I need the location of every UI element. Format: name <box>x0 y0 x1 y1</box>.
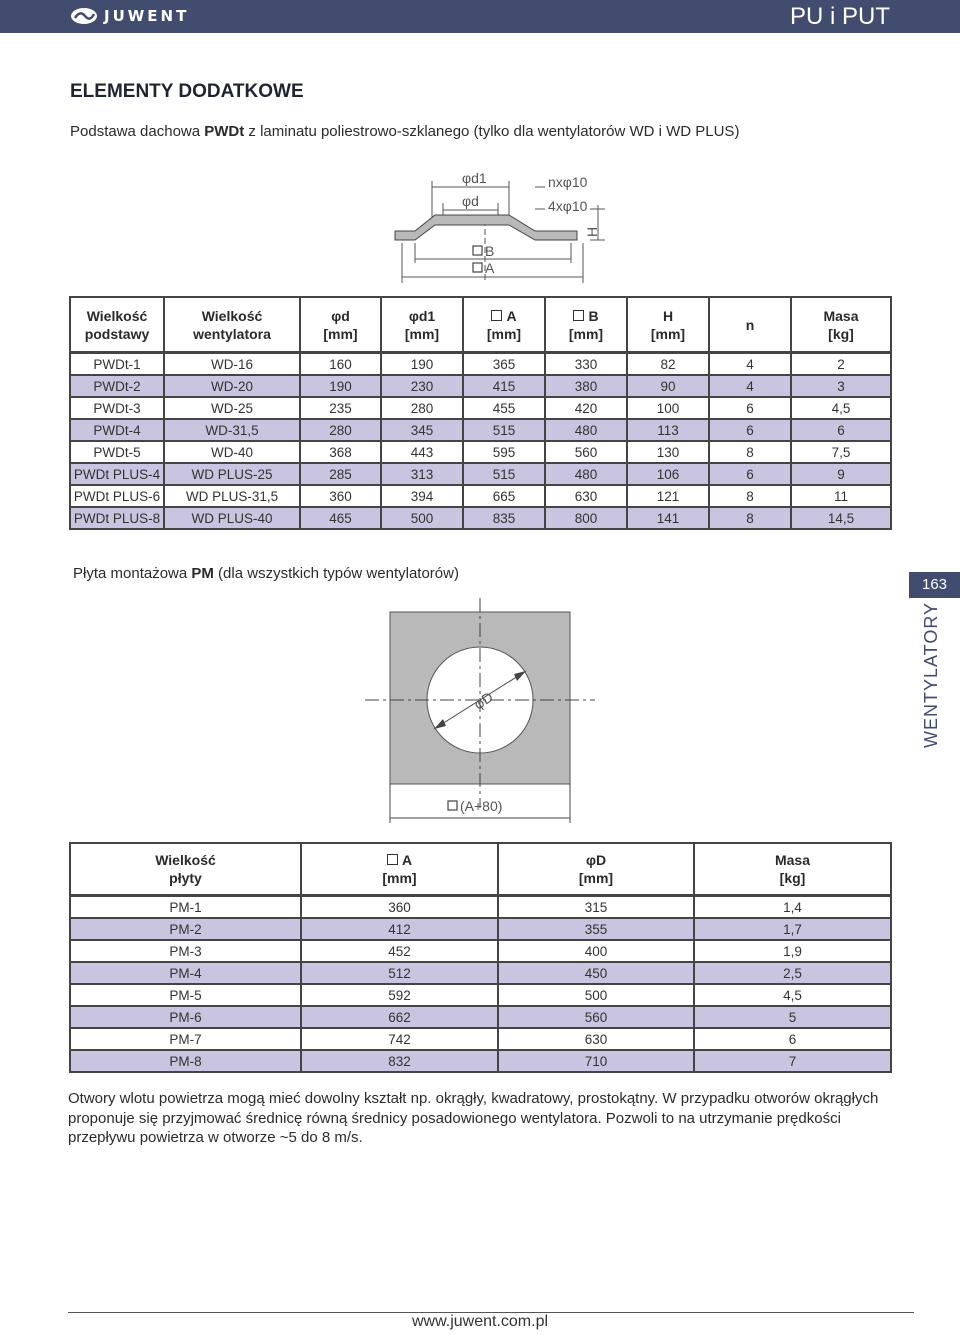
table-cell: 4,5 <box>791 397 891 419</box>
square-icon <box>448 801 457 810</box>
column-header-text: Wielkość <box>155 852 216 868</box>
table-cell: 2 <box>791 353 891 376</box>
column-header-unit: podstawy <box>84 325 150 342</box>
table-cell: PM-8 <box>70 1050 301 1072</box>
table-cell: 380 <box>545 375 627 397</box>
table-cell: PM-3 <box>70 940 301 962</box>
table-cell: 113 <box>627 419 709 441</box>
table-cell: 595 <box>463 441 545 463</box>
table-cell: 315 <box>498 896 694 919</box>
square-icon <box>473 263 482 272</box>
roof-base-table <box>69 296 892 530</box>
table-cell: 280 <box>381 397 463 419</box>
column-header-label <box>302 851 497 869</box>
table-cell: 280 <box>300 419 381 441</box>
intro-text <box>70 123 739 140</box>
column-header-text: Masa <box>774 852 811 868</box>
table-cell: 512 <box>301 962 498 984</box>
column-header <box>381 297 463 353</box>
table-row <box>70 419 891 441</box>
table-cell: 235 <box>300 397 381 419</box>
table-cell: 355 <box>498 918 694 940</box>
table-cell: PWDt-5 <box>70 441 164 463</box>
table-cell: PM-5 <box>70 984 301 1006</box>
column-header <box>164 297 300 353</box>
table-cell: 420 <box>545 397 627 419</box>
table-cell: 394 <box>381 485 463 507</box>
table-cell: WD-20 <box>164 375 300 397</box>
table-cell: 6 <box>709 419 791 441</box>
column-header-label <box>301 307 380 325</box>
label-h: H <box>584 226 600 237</box>
table-cell: 90 <box>627 375 709 397</box>
square-icon <box>491 310 502 321</box>
table-row <box>70 896 891 919</box>
pm-caption-suffix: (dla wszystkich typów wentylatorów) <box>213 565 459 582</box>
table-cell: 6 <box>709 397 791 419</box>
column-header-label <box>71 307 163 325</box>
table-row <box>70 962 891 984</box>
table-cell: 560 <box>545 441 627 463</box>
column-header-unit: [mm] <box>323 325 358 342</box>
column-header <box>301 843 498 896</box>
table-cell: 662 <box>301 1006 498 1028</box>
table-cell: 360 <box>301 896 498 919</box>
table-cell: 7 <box>694 1050 891 1072</box>
footer-url: www.juwent.com.pl <box>411 1313 549 1330</box>
table-cell: 515 <box>463 419 545 441</box>
table-cell: 14,5 <box>791 507 891 529</box>
label-plate-size: (A+80) <box>460 798 503 814</box>
column-header-unit: [mm] <box>382 870 417 886</box>
table-cell: PWDt-1 <box>70 353 164 376</box>
roof-base-diagram <box>385 165 615 283</box>
table-cell: WD-31,5 <box>164 419 300 441</box>
table-cell: 5 <box>694 1006 891 1028</box>
table-cell: 835 <box>463 507 545 529</box>
column-header-label <box>628 307 708 325</box>
table-cell: 665 <box>463 485 545 507</box>
table-cell: 82 <box>627 353 709 376</box>
table-cell: 1,9 <box>694 940 891 962</box>
table-cell: WD PLUS-40 <box>164 507 300 529</box>
table-cell: 100 <box>627 397 709 419</box>
section-side-text: WENTYLATORY <box>921 601 941 748</box>
column-header-text: φd <box>331 307 350 324</box>
table-cell: 500 <box>381 507 463 529</box>
table-cell: 630 <box>545 485 627 507</box>
table-row <box>70 463 891 485</box>
label-b: B <box>485 243 495 259</box>
table-cell: 190 <box>381 353 463 376</box>
table-cell: 6 <box>791 419 891 441</box>
column-header-label <box>165 307 299 325</box>
label-d: φd <box>462 193 479 209</box>
column-header-text: φD <box>585 852 607 868</box>
table-cell: 443 <box>381 441 463 463</box>
table-cell: 130 <box>627 441 709 463</box>
mounting-plate-table <box>69 842 892 1073</box>
column-header-label <box>710 316 790 334</box>
column-header <box>498 843 694 896</box>
column-header-unit: [mm] <box>650 325 686 342</box>
column-header-label <box>546 307 626 325</box>
square-icon <box>387 854 398 865</box>
table-cell: 368 <box>300 441 381 463</box>
table-cell: PWDt-3 <box>70 397 164 419</box>
table-cell: 4 <box>709 375 791 397</box>
brand-name: JUWENT <box>104 7 190 25</box>
table-cell: 560 <box>498 1006 694 1028</box>
header-title: PU i PUT <box>789 3 890 30</box>
column-header-unit: [kg] <box>828 325 854 342</box>
column-header-unit: [mm] <box>578 870 614 886</box>
table-row <box>70 1028 891 1050</box>
column-header-label <box>499 851 693 869</box>
label-phi-d: φD <box>470 688 496 713</box>
column-header <box>545 297 627 353</box>
table-cell: 630 <box>498 1028 694 1050</box>
column-header <box>300 297 381 353</box>
column-header <box>70 297 164 353</box>
table-cell: 6 <box>694 1028 891 1050</box>
table-cell: 515 <box>463 463 545 485</box>
table-cell: PM-2 <box>70 918 301 940</box>
table-cell: PWDt-2 <box>70 375 164 397</box>
column-header-text: n <box>745 316 755 333</box>
page-number: 163 <box>909 572 960 598</box>
table-cell: 2,5 <box>694 962 891 984</box>
intro-suffix: z laminatu poliestrowo-szklanego (tylko dla wentylatorów WD i WD PLUS) <box>244 123 740 140</box>
table-cell: 450 <box>498 962 694 984</box>
table-row <box>70 397 891 419</box>
column-header-text: Masa <box>823 307 859 324</box>
table-cell: PWDt PLUS-6 <box>70 485 164 507</box>
table-cell: 4,5 <box>694 984 891 1006</box>
table-cell: 592 <box>301 984 498 1006</box>
table-cell: 742 <box>301 1028 498 1050</box>
table-cell: 365 <box>463 353 545 376</box>
column-header-text: A <box>506 307 517 324</box>
table-cell: 8 <box>709 441 791 463</box>
table-cell: 9 <box>791 463 891 485</box>
table-cell: 160 <box>300 353 381 376</box>
table-cell: 452 <box>301 940 498 962</box>
table-cell: 465 <box>300 507 381 529</box>
intro-product: PWDt <box>204 123 245 140</box>
square-icon <box>473 246 482 255</box>
column-header <box>709 297 791 353</box>
column-header-text: Wielkość <box>86 307 148 324</box>
table-cell: 285 <box>300 463 381 485</box>
table-cell: 710 <box>498 1050 694 1072</box>
table-cell: WD-16 <box>164 353 300 376</box>
table-cell: PWDt-4 <box>70 419 164 441</box>
table-row <box>70 353 891 376</box>
mounting-plate-diagram <box>350 598 610 823</box>
table-cell: 4 <box>709 353 791 376</box>
brand-logo <box>70 2 189 30</box>
table-cell: 6 <box>709 463 791 485</box>
table-cell: 141 <box>627 507 709 529</box>
table-row <box>70 984 891 1006</box>
column-header-text: φd1 <box>408 307 436 324</box>
column-header-unit: [mm] <box>568 325 604 342</box>
column-header <box>627 297 709 353</box>
section-title: ELEMENTY DODATKOWE <box>70 81 304 102</box>
table-cell: 832 <box>301 1050 498 1072</box>
column-header-unit: [mm] <box>486 325 522 342</box>
table-row <box>70 375 891 397</box>
column-header <box>463 297 545 353</box>
table-cell: 106 <box>627 463 709 485</box>
pm-caption-prefix: Płyta montażowa <box>73 565 192 582</box>
column-header-unit: [kg] <box>779 870 806 886</box>
footnote-text: Otwory wlotu powietrza mogą mieć dowolny kształt np. okrągły, kwadratowy, prostokątny. W przypadku otworów okrągłych proponuje się przyjmować średnicę równą średnicy posadowionego wentylatora. Pozwoli to na utrzymanie prędkości przepływu powietrza w otworze ~5 do 8 m/s. <box>68 1090 879 1146</box>
table-cell: PWDt PLUS-4 <box>70 463 164 485</box>
column-header-text: A <box>401 852 413 868</box>
table-cell: 121 <box>627 485 709 507</box>
table-cell: WD-25 <box>164 397 300 419</box>
table-cell: 360 <box>300 485 381 507</box>
table-cell: 800 <box>545 507 627 529</box>
column-header-label <box>792 307 890 325</box>
table-row <box>70 1006 891 1028</box>
table-cell: WD-40 <box>164 441 300 463</box>
table-cell: 500 <box>498 984 694 1006</box>
table-cell: 3 <box>791 375 891 397</box>
table-cell: 400 <box>498 940 694 962</box>
table-cell: PM-6 <box>70 1006 301 1028</box>
table-cell: 313 <box>381 463 463 485</box>
column-header-text: Wielkość <box>201 307 263 324</box>
label-4x10: 4xφ10 <box>548 198 588 214</box>
column-header-unit: [mm] <box>404 325 440 342</box>
table-row <box>70 441 891 463</box>
table-cell: 412 <box>301 918 498 940</box>
table-cell: 8 <box>709 485 791 507</box>
column-header-label <box>695 851 890 869</box>
table-cell: 455 <box>463 397 545 419</box>
table-cell: PM-4 <box>70 962 301 984</box>
logo-icon <box>70 7 98 25</box>
table-cell: PM-7 <box>70 1028 301 1050</box>
column-header-text: H <box>662 307 674 324</box>
intro-prefix: Podstawa dachowa <box>70 123 205 140</box>
table-cell: 1,7 <box>694 918 891 940</box>
table-cell: 1,4 <box>694 896 891 919</box>
table-cell: 330 <box>545 353 627 376</box>
column-header-unit: wentylatora <box>193 325 271 342</box>
table-header-row <box>70 843 891 896</box>
table-row <box>70 1050 891 1072</box>
column-header-text: B <box>588 307 599 324</box>
table-cell: WD PLUS-25 <box>164 463 300 485</box>
table-cell: 230 <box>381 375 463 397</box>
table-cell: 8 <box>709 507 791 529</box>
table-cell: 11 <box>791 485 891 507</box>
pm-caption-product: PM <box>191 565 214 582</box>
label-a: A <box>485 260 495 276</box>
label-d1: φd1 <box>462 170 487 186</box>
table-cell: PM-1 <box>70 896 301 919</box>
column-header <box>694 843 891 896</box>
table-cell: 7,5 <box>791 441 891 463</box>
table-row <box>70 940 891 962</box>
table-cell: 480 <box>545 419 627 441</box>
pm-caption <box>73 565 459 582</box>
column-header-label <box>71 851 300 869</box>
column-header <box>70 843 301 896</box>
label-nx10: nxφ10 <box>548 174 588 190</box>
table-row <box>70 507 891 529</box>
column-header-label <box>382 307 462 325</box>
table-cell: PWDt PLUS-8 <box>70 507 164 529</box>
table-header-row <box>70 297 891 353</box>
column-header <box>791 297 891 353</box>
table-cell: WD PLUS-31,5 <box>164 485 300 507</box>
table-row <box>70 485 891 507</box>
column-header-label <box>464 307 544 325</box>
page-header <box>0 0 960 33</box>
column-header-unit: płyty <box>169 870 202 886</box>
table-cell: 190 <box>300 375 381 397</box>
table-row <box>70 918 891 940</box>
square-icon <box>573 310 584 321</box>
table-cell: 345 <box>381 419 463 441</box>
table-cell: 480 <box>545 463 627 485</box>
table-cell: 415 <box>463 375 545 397</box>
